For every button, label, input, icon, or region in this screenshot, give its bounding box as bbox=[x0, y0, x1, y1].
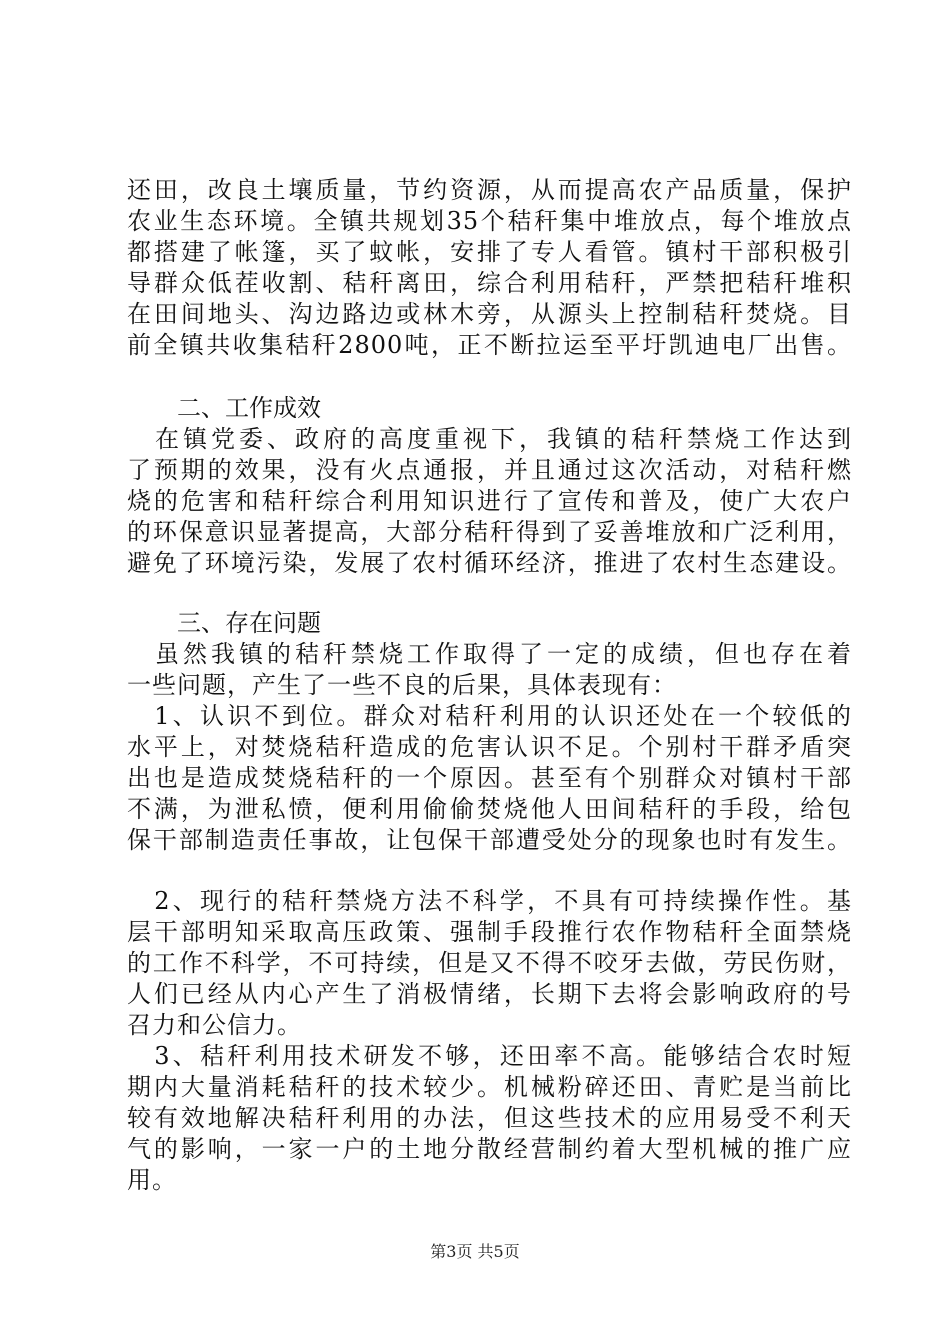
paragraph-line: 在镇党委、政府的高度重视下，我镇的秸秆禁烧工作达到 bbox=[127, 425, 852, 453]
paragraph-line: 层干部明知采取高压政策、强制手段推行农作物秸秆全面禁烧 bbox=[127, 918, 852, 946]
paragraph-line: 2、现行的秸秆禁烧方法不科学，不具有可持续操作性。基 bbox=[127, 887, 852, 915]
paragraph-line: 烧的危害和秸秆综合利用知识进行了宣传和普及，使广大农户 bbox=[127, 487, 852, 515]
paragraph-line: 都搭建了帐篷，买了蚊帐，安排了专人看管。镇村干部积极引 bbox=[127, 238, 852, 266]
paragraph-line: 水平上，对焚烧秸秆造成的危害认识不足。个别村干群矛盾突 bbox=[127, 733, 852, 761]
paragraph-line: 气的影响，一家一户的土地分散经营制约着大型机械的推广应 bbox=[127, 1135, 852, 1163]
paragraph-line: 了预期的效果，没有火点通报，并且通过这次活动，对秸秆燃 bbox=[127, 456, 852, 484]
paragraph-line: 在田间地头、沟边路边或林木旁，从源头上控制秸秆焚烧。目 bbox=[127, 300, 852, 328]
page-number-footer: 第3页 共5页 bbox=[430, 1242, 520, 1261]
paragraph-line: 导群众低茬收割、秸秆离田，综合利用秸秆，严禁把秸秆堆积 bbox=[127, 269, 852, 297]
paragraph-line: 不满，为泄私愤，便利用偷偷焚烧他人田间秸秆的手段，给包 bbox=[127, 795, 852, 823]
paragraph-line: 避免了环境污染，发展了农村循环经济，推进了农村生态建设。 bbox=[127, 549, 852, 577]
paragraph-line: 保干部制造责任事故，让包保干部遭受处分的现象也时有发生。 bbox=[127, 826, 852, 854]
section-heading-problems: 三、存在问题 bbox=[177, 609, 321, 637]
paragraph-line: 召力和公信力。 bbox=[127, 1011, 302, 1039]
paragraph-line: 3、秸秆利用技术研发不够，还田率不高。能够结合农时短 bbox=[127, 1042, 852, 1070]
paragraph-line: 的环保意识显著提高，大部分秸秆得到了妥善堆放和广泛利用， bbox=[127, 518, 852, 546]
paragraph-line: 出也是造成焚烧秸秆的一个原因。甚至有个别群众对镇村干部 bbox=[127, 764, 852, 792]
paragraph-line: 一些问题，产生了一些不良的后果，具体表现有： bbox=[127, 671, 677, 699]
paragraph-line: 较有效地解决秸秆利用的办法，但这些技术的应用易受不利天 bbox=[127, 1104, 852, 1132]
paragraph-line: 的工作不科学，不可持续，但是又不得不咬牙去做，劳民伤财， bbox=[127, 949, 852, 977]
paragraph-line: 虽然我镇的秸秆禁烧工作取得了一定的成绩，但也存在着 bbox=[127, 640, 852, 668]
paragraph-line: 农业生态环境。全镇共规划35个秸秆集中堆放点，每个堆放点 bbox=[127, 207, 852, 235]
paragraph-line: 用。 bbox=[127, 1166, 177, 1194]
paragraph-line: 人们已经从内心产生了消极情绪，长期下去将会影响政府的号 bbox=[127, 980, 852, 1008]
paragraph-line: 期内大量消耗秸秆的技术较少。机械粉碎还田、青贮是当前比 bbox=[127, 1073, 852, 1101]
paragraph-line: 1、认识不到位。群众对秸秆利用的认识还处在一个较低的 bbox=[127, 702, 852, 730]
section-heading-results: 二、工作成效 bbox=[177, 394, 321, 422]
paragraph-line: 还田，改良土壤质量，节约资源，从而提高农产品质量，保护 bbox=[127, 176, 852, 204]
paragraph-line: 前全镇共收集秸秆2800吨，正不断拉运至平圩凯迪电厂出售。 bbox=[127, 331, 852, 359]
